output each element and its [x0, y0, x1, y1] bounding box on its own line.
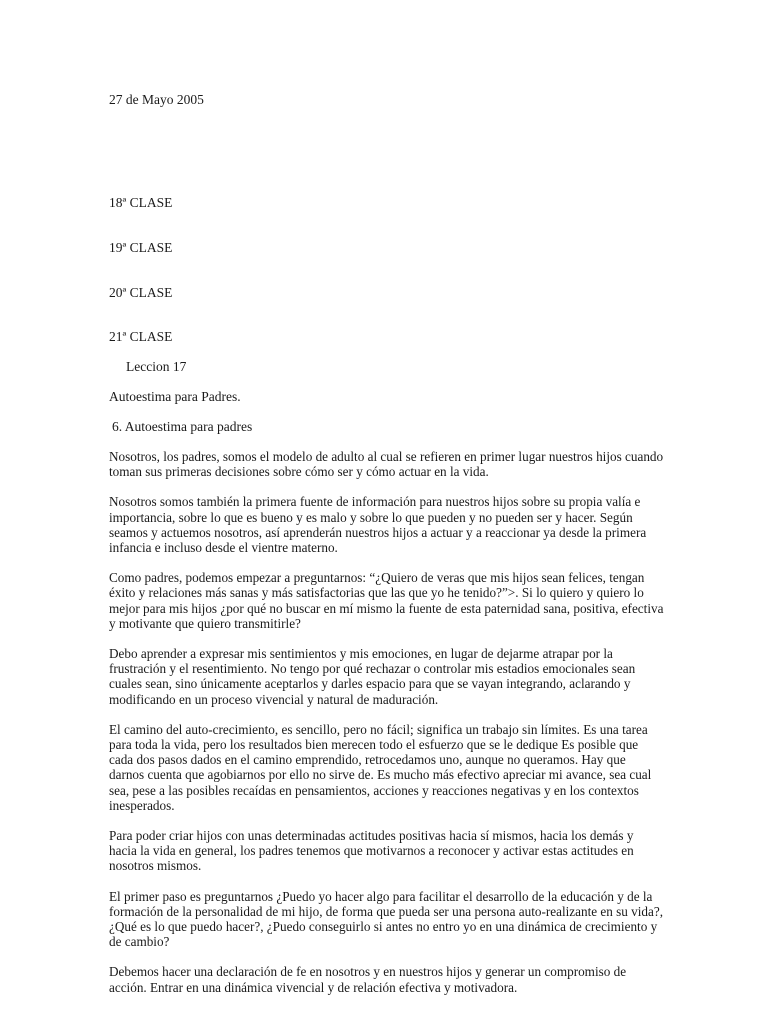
clase-heading-21: 21ª CLASE — [109, 329, 173, 344]
paragraph: Nosotros somos también la primera fuente de información para nuestros hijos sobre su propia valía e importancia, sobre lo que es bueno y es malo y sobre lo que pueden y no pueden ser y hacer. Según seamos y actuemos nosotros, así aprenderán nuestros hijos a actuar y a reaccionar ya desde la primera infancia e incluso desde el vientre materno. — [109, 494, 647, 556]
document-date: 27 de Mayo 2005 — [109, 92, 204, 107]
paragraph: Debemos hacer una declaración de fe en nosotros y en nuestros hijos y generar un compromiso de acción. Entrar en una dinámica vivencial y de relación efectiva y motivadora. — [109, 964, 627, 995]
clase-heading-19: 19ª CLASE — [109, 240, 173, 255]
paragraph: El primer paso es preguntarnos ¿Puedo yo hacer algo para facilitar el desarrollo de la educación y de la formación de la personalidad de mi hijo, de forma que pueda ser una persona auto-realizante en su vida?, ¿Qué es lo que puedo hacer?, ¿Puedo conseguirlo si antes no entro yo en una dinámica de crecimiento y de cambio? — [109, 888, 664, 950]
paragraph: Para poder criar hijos con unas determinadas actitudes positivas hacia sí mismos, hacia los demás y hacia la vida en general, los padres tenemos que motivarnos a reconocer y activar estas actitudes en nosotros mismos. — [109, 828, 634, 874]
paragraph: Nosotros, los padres, somos el modelo de adulto al cual se refieren en primer lugar nuestros hijos cuando toman sus primeras decisiones sobre cómo ser y cómo actuar en la vida. — [109, 449, 664, 480]
clase-heading-18: 18ª CLASE — [109, 195, 173, 210]
paragraph: El camino del auto-crecimiento, es sencillo, pero no fácil; significa un trabajo sin límites. Es una tarea para toda la vida, pero los resultados bien merecen todo el esfuerzo que se le dedique Es posible que cada dos pasos dados en el camino emprendido, retrocedamos uno, aunque no queramos. Hay que darnos cuenta que agobiarnos por ello no sirve de. Es mucho más efectivo apreciar mi avance, sea cual sea, pese a las posibles recaídas en pensamientos, acciones y reacciones negativas y en los contextos inesperados. — [109, 721, 652, 813]
section-heading: 6. Autoestima para padres — [112, 419, 253, 434]
lesson-heading: Leccion 17 — [126, 359, 187, 374]
paragraph: Debo aprender a expresar mis sentimientos y mis emociones, en lugar de dejarme atrapar por la frustración y el resentimiento. No tengo por qué rechazar o controlar mis estadios emocionales sean cuales sean, sino únicamente aceptarlos y darles espacio para que se vayan integrando, aclarando y modificando en un proceso vivencial y natural de maduración. — [109, 646, 636, 707]
paragraph: Como padres, podemos empezar a preguntarnos: “¿Quiero de veras que mis hijos sean felices, tengan éxito y relaciones más sanas y más satisfactorias que las que yo he tenido?”>. Si lo quiero y quiero lo mejor para mis hijos ¿por qué no buscar en mí mismo la fuente de esta paternidad sana, positiva, efectiva y motivante que quiero transmitirle? — [109, 570, 664, 631]
document-subtitle: Autoestima para Padres. — [109, 389, 241, 404]
document-body — [109, 449, 664, 1010]
clase-heading-20: 20ª CLASE — [109, 285, 173, 300]
